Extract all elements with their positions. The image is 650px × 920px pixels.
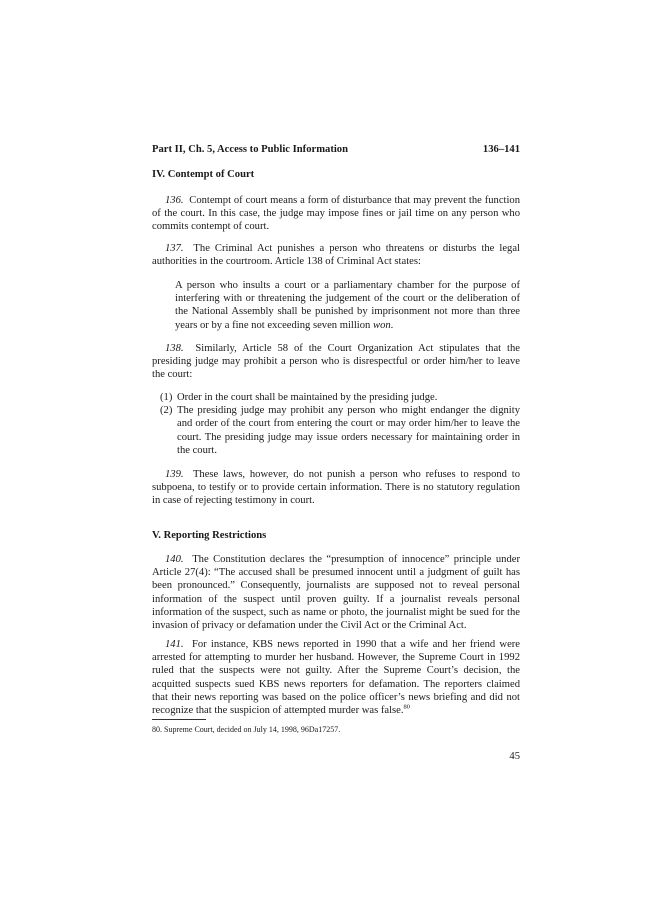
paragraph-text: These laws, however, do not punish a person who refuses to respond to subpoena, to testify or to provide certain information. There is no statutory regulation in case of rejecting testimony in court. — [152, 469, 521, 507]
paragraph-141 — [152, 638, 520, 717]
paragraph-138 — [152, 342, 520, 382]
list-item — [152, 404, 520, 457]
page-number: 45 — [509, 751, 520, 762]
numbered-list — [152, 391, 520, 457]
quote-italic: won — [373, 319, 391, 331]
running-head-range: 136–141 — [482, 144, 520, 155]
footnote-reference[interactable]: 80 — [403, 703, 411, 711]
quote-text: A person who insults a court or a parliamentary chamber for the purpose of interfering with or threatening the judgement of the court or the deliberation of the National Assembly shall be punished by imprisonment not more than three years or by a fine not exceeding seven million — [175, 280, 520, 331]
paragraph-137 — [152, 242, 520, 268]
paragraph-text: The Criminal Act punishes a person who threatens or disturbs the legal authorities in the courtroom. Article 138 of Criminal Act states: — [152, 243, 520, 268]
list-item-text: The presiding judge may prohibit any person who might endanger the dignity and order of the court from entering the court or may order him/her to leave the court. The presiding judge may issue orders necessary for maintaining order in the court. — [177, 405, 520, 456]
paragraph-number: 141. — [165, 639, 184, 650]
paragraph-text: Similarly, Article 58 of the Court Organization Act stipulates that the presiding judge may prohibit a person who is disrespectful or order him/her to leave the court: — [152, 343, 520, 381]
paragraph-number: 136. — [165, 195, 184, 206]
paragraph-text: For instance, KBS news reported in 1990 that a wife and her friend were arrested for attempting to murder her husband. However, the Supreme Court in 1992 ruled that the suspects were not guilty. After the Supreme Court’s decision, the acquitted suspects sued KBS news reporters for defamation. The reporters claimed that their news reporting was based on the police officer’s news briefing and did not recognize that the suspicion of attempted murder was false. — [152, 639, 520, 717]
footnote: 80. Supreme Court, decided on July 14, 1998, 96Da17257. — [152, 725, 341, 734]
paragraph-number: 138. — [165, 343, 184, 354]
block-quote: A person who insults a court or a parliamentary chamber for the purpose of interfering with or threatening the judgement of the court or the deliberation of the National Assembly shall be punished by imprisonment not more than three years or by a fine not exceeding seven million won. — [175, 280, 520, 331]
paragraph-140 — [152, 553, 520, 632]
running-head-title: Part II, Ch. 5, Access to Public Information — [152, 144, 348, 155]
paragraph-text: Contempt of court means a form of disturbance that may prevent the function of the court. In this case, the judge may impose fines or jail time on any person who commits contempt of court. — [152, 195, 520, 233]
list-marker: (1) — [160, 392, 173, 403]
paragraph-text: The Constitution declares the “presumption of innocence” principle under Article 27(4): “The accused shall be presumed innocent until a judgment of guilt has been pronounced.” Consequently, journalists are supposed not to reveal personal information of the suspect until proven guilty. If a journalist reveals personal information of the suspect, such as name or photo, the journalist might be sued for the invasion of privacy or defamation under the Civil Act or the Criminal Act. — [152, 554, 520, 632]
running-head — [152, 144, 520, 158]
section-heading-reporting: V. Reporting Restrictions — [152, 530, 267, 541]
section-heading-contempt: IV. Contempt of Court — [152, 169, 255, 180]
list-item-text: Order in the court shall be maintained by the presiding judge. — [177, 392, 438, 403]
paragraph-number: 137. — [165, 243, 184, 254]
footnote-rule — [152, 719, 206, 720]
list-marker: (2) — [160, 405, 173, 417]
list-item — [152, 391, 520, 404]
paragraph-136 — [152, 194, 520, 234]
paragraph-number: 140. — [165, 554, 184, 565]
paragraph-number: 139. — [165, 469, 184, 480]
paragraph-139 — [152, 468, 520, 508]
